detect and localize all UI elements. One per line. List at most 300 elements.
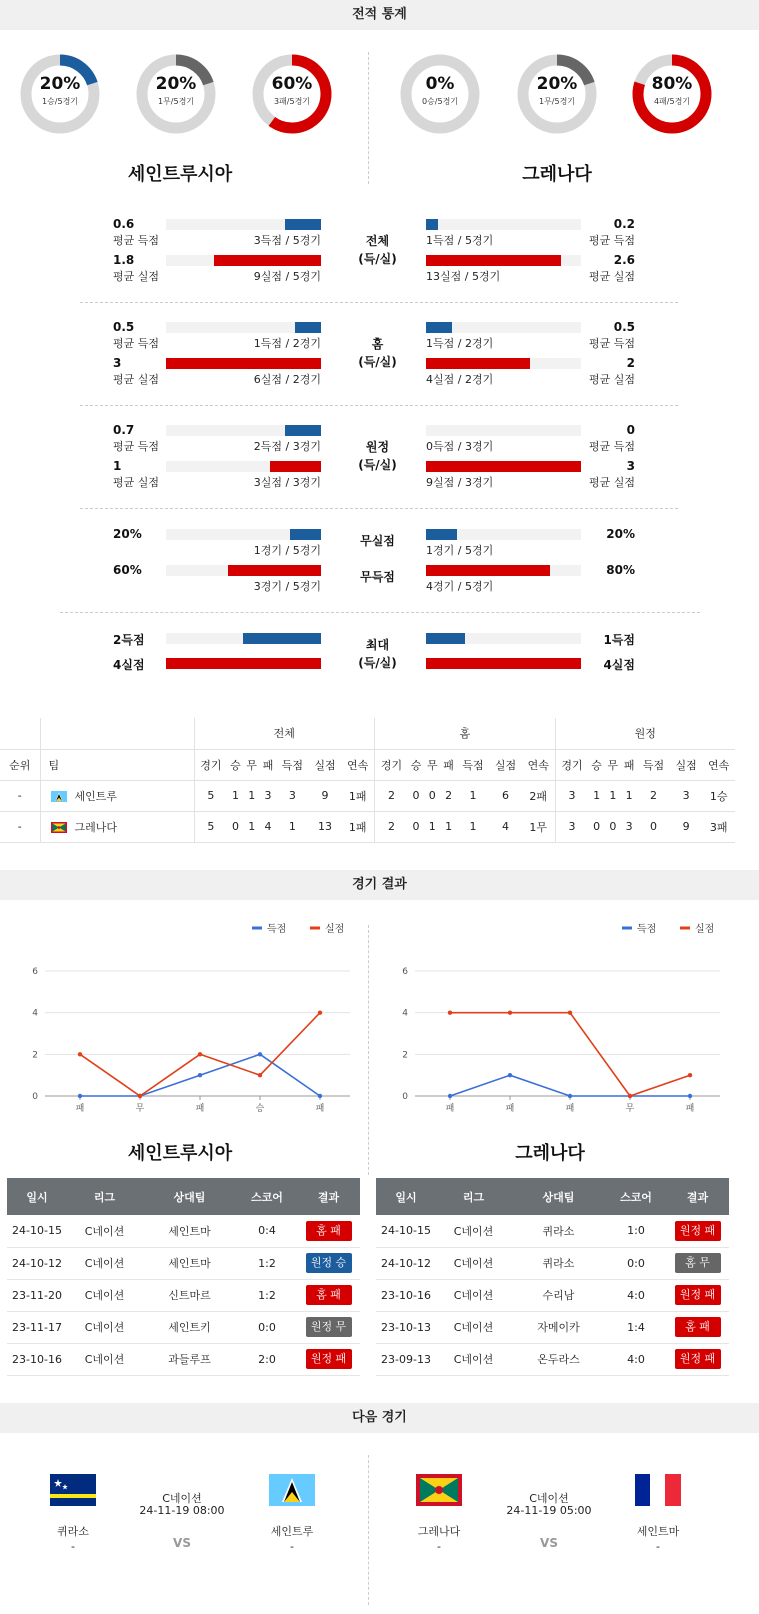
standings-col-header: 패 bbox=[260, 749, 276, 780]
standings-cell: 0 bbox=[588, 811, 604, 842]
opponent: 세인트마 bbox=[142, 1215, 237, 1247]
match-date: 23-10-13 bbox=[376, 1311, 436, 1343]
record-donut bbox=[250, 52, 334, 136]
x-tick-label: 무 bbox=[135, 1104, 145, 1114]
opponent: 신트마르 bbox=[142, 1279, 237, 1311]
score: 0:0 bbox=[606, 1247, 666, 1279]
right-team-name-results: 그레나다 bbox=[515, 1143, 585, 1164]
x-tick-label: 패 bbox=[315, 1104, 325, 1114]
stat-group-title: 전체 (득/실) bbox=[358, 234, 397, 266]
score: 0:4 bbox=[237, 1215, 297, 1247]
pct-stat-title: 무실점 bbox=[360, 534, 395, 548]
score: 1:0 bbox=[606, 1215, 666, 1247]
left-stat-caption: 3실점 / 3경기 bbox=[253, 476, 321, 489]
france-flag-icon bbox=[635, 1474, 681, 1506]
left-pct-value: 20% bbox=[113, 527, 142, 541]
results-col-header: 리그 bbox=[67, 1178, 142, 1215]
group-separator bbox=[60, 612, 700, 613]
right-stat-bar bbox=[426, 658, 581, 669]
standings-cell: 1 bbox=[244, 780, 260, 811]
right-max-value: 1득점 bbox=[603, 633, 635, 647]
next-datetime: 24-11-19 05:00 bbox=[506, 1504, 592, 1517]
standings-cell: 1 bbox=[457, 780, 490, 811]
result-badge: 원정 무 bbox=[306, 1317, 352, 1337]
match-league: C네이션 bbox=[436, 1311, 511, 1343]
legend-label: 실점 bbox=[325, 924, 345, 935]
left-stat-label: 평균 실점 bbox=[113, 373, 160, 386]
grenada-flag-icon bbox=[416, 1474, 462, 1506]
standings-cell: 2 bbox=[375, 811, 408, 842]
result-row[interactable] bbox=[376, 1215, 729, 1247]
match-date: 23-11-20 bbox=[7, 1279, 67, 1311]
bar-track bbox=[426, 219, 581, 230]
standings-cell: 2 bbox=[440, 780, 456, 811]
y-tick-label: 2 bbox=[32, 1050, 38, 1061]
result-row[interactable] bbox=[7, 1343, 360, 1375]
record-donut bbox=[515, 52, 599, 136]
result-badge: 원정 패 bbox=[306, 1349, 352, 1369]
donut-ring bbox=[250, 52, 334, 136]
result-badge: 홈 무 bbox=[675, 1253, 721, 1273]
right-stat-bar bbox=[426, 461, 581, 472]
stat-group-title: 최대 (득/실) bbox=[358, 638, 397, 670]
team-header: 팀 bbox=[40, 749, 194, 780]
result-row[interactable] bbox=[7, 1247, 360, 1279]
standings-row[interactable] bbox=[0, 811, 735, 842]
standings-table bbox=[0, 718, 735, 843]
left-stat-label: 평균 실점 bbox=[113, 476, 160, 489]
bar-track bbox=[426, 425, 581, 436]
match-date: 23-09-13 bbox=[376, 1343, 436, 1375]
result-badge: 원정 패 bbox=[675, 1285, 721, 1305]
record-donut bbox=[18, 52, 102, 136]
data-point bbox=[198, 1073, 202, 1077]
standings-col-header: 경기 bbox=[194, 749, 227, 780]
right-stat-bar bbox=[426, 255, 561, 266]
left-stat-value: 1.8 bbox=[113, 253, 135, 267]
result-badge: 원정 패 bbox=[675, 1349, 721, 1369]
curacao-flag-icon bbox=[50, 1474, 96, 1506]
vs-label: VS bbox=[173, 1536, 191, 1550]
left-stat-label: 평균 득점 bbox=[113, 234, 160, 247]
result-row[interactable] bbox=[7, 1311, 360, 1343]
left-max-value: 4실점 bbox=[113, 658, 145, 672]
right-stat-caption: 4실점 / 2경기 bbox=[426, 373, 494, 386]
standings-col-header: 무 bbox=[605, 749, 621, 780]
standings-cell: 4 bbox=[260, 811, 276, 842]
right-stat-bar bbox=[426, 565, 550, 576]
opponent: 세인트키 bbox=[142, 1311, 237, 1343]
standings-group-away: 원정 bbox=[555, 718, 735, 749]
right-pct-value: 20% bbox=[606, 527, 635, 541]
left-pct-caption: 1경기 / 5경기 bbox=[253, 544, 321, 557]
data-point bbox=[78, 1052, 82, 1056]
donut-percent: 0% bbox=[425, 74, 455, 94]
record-donut bbox=[398, 52, 482, 136]
donut-percent: 60% bbox=[271, 74, 313, 94]
x-tick-label: 무 bbox=[625, 1104, 635, 1114]
standings-cell: 0 bbox=[408, 780, 424, 811]
right-team-name: 그레나다 bbox=[522, 164, 592, 185]
standings-cell: 2패 bbox=[522, 780, 555, 811]
left-stat-value: 0.5 bbox=[113, 320, 135, 334]
right-stat-value: 0.2 bbox=[613, 217, 635, 231]
match-league: C네이션 bbox=[67, 1311, 142, 1343]
right-stat-bar bbox=[426, 322, 452, 333]
standings-cell: 1 bbox=[244, 811, 260, 842]
standings-cell: 1 bbox=[605, 780, 621, 811]
standings-col-header: 득점 bbox=[276, 749, 309, 780]
data-point bbox=[628, 1094, 632, 1098]
x-tick-label: 패 bbox=[75, 1104, 85, 1114]
right-stat-caption: 1득점 / 5경기 bbox=[426, 234, 494, 247]
left-stat-bar bbox=[228, 565, 321, 576]
standings-cell: 3 bbox=[276, 780, 309, 811]
grenada-flag-icon bbox=[51, 822, 67, 833]
rank-cell: - bbox=[0, 811, 40, 842]
next-match-card[interactable] bbox=[370, 1470, 740, 1600]
left-stat-bar bbox=[290, 529, 321, 540]
standings-cell: 1패 bbox=[341, 780, 374, 811]
result-badge: 홈 패 bbox=[306, 1221, 352, 1241]
data-point bbox=[318, 1011, 322, 1015]
results-col-header: 일시 bbox=[7, 1178, 67, 1215]
standings-cell: 1 bbox=[457, 811, 490, 842]
standings-cell: 2 bbox=[375, 780, 408, 811]
legend-label: 득점 bbox=[267, 924, 287, 935]
standings-col-header: 패 bbox=[440, 749, 456, 780]
result-row[interactable] bbox=[376, 1279, 729, 1311]
legend-label: 실점 bbox=[695, 924, 715, 935]
standings-cell: 0 bbox=[605, 811, 621, 842]
standings-cell: 9 bbox=[670, 811, 703, 842]
right-stat-value: 0.5 bbox=[613, 320, 635, 334]
donut-ring bbox=[398, 52, 482, 136]
match-date: 24-10-12 bbox=[7, 1247, 67, 1279]
left-stat-caption: 3득점 / 5경기 bbox=[253, 234, 321, 247]
standings-cell: 1 bbox=[588, 780, 604, 811]
group-separator bbox=[80, 302, 678, 303]
score: 1:2 bbox=[237, 1279, 297, 1311]
match-date: 23-10-16 bbox=[376, 1279, 436, 1311]
match-date: 24-10-15 bbox=[376, 1215, 436, 1247]
standings-col-header: 실점 bbox=[309, 749, 342, 780]
score: 0:0 bbox=[237, 1311, 297, 1343]
chart-legend bbox=[622, 922, 714, 935]
next-away-rank: - bbox=[656, 1540, 660, 1553]
left-results-table bbox=[7, 1178, 360, 1376]
y-tick-label: 0 bbox=[402, 1092, 408, 1102]
standings-group-home: 홈 bbox=[375, 718, 556, 749]
y-tick-label: 4 bbox=[402, 1008, 408, 1019]
opponent: 세인트마 bbox=[142, 1247, 237, 1279]
standings-cell: 4 bbox=[489, 811, 522, 842]
standings-cell: 0 bbox=[227, 811, 243, 842]
right-stat-bar bbox=[426, 529, 457, 540]
right-max-value: 4실점 bbox=[603, 658, 635, 672]
record-donut bbox=[630, 52, 714, 136]
standings-cell: 9 bbox=[309, 780, 342, 811]
standings-col-header: 무 bbox=[424, 749, 440, 780]
y-tick-label: 0 bbox=[32, 1092, 38, 1102]
standings-cell: 1 bbox=[276, 811, 309, 842]
standings-cell: 5 bbox=[194, 811, 227, 842]
next-section-header: 다음 경기 bbox=[0, 1403, 759, 1433]
legend-label: 득점 bbox=[637, 924, 657, 935]
left-stat-caption: 1득점 / 2경기 bbox=[253, 337, 321, 350]
rank-cell: - bbox=[0, 780, 40, 811]
standings-cell: 1 bbox=[424, 811, 440, 842]
pct-stat-title: 무득점 bbox=[360, 570, 395, 584]
standings-col-header: 경기 bbox=[375, 749, 408, 780]
match-league: C네이션 bbox=[436, 1343, 511, 1375]
right-pct-caption: 4경기 / 5경기 bbox=[426, 580, 494, 593]
right-stat-value: 2.6 bbox=[613, 253, 635, 267]
data-point bbox=[568, 1094, 572, 1098]
standings-col-header: 패 bbox=[621, 749, 637, 780]
standings-cell: 3 bbox=[555, 811, 588, 842]
left-stat-label: 평균 실점 bbox=[113, 270, 160, 283]
left-stat-caption: 9실점 / 5경기 bbox=[253, 270, 321, 283]
left-stat-bar bbox=[166, 358, 321, 369]
left-stat-value: 3 bbox=[113, 356, 122, 370]
left-pct-value: 60% bbox=[113, 563, 142, 577]
match-date: 23-11-17 bbox=[7, 1311, 67, 1343]
result-row[interactable] bbox=[376, 1343, 729, 1375]
standings-cell: 5 bbox=[194, 780, 227, 811]
result-badge: 원정 패 bbox=[675, 1221, 721, 1241]
standings-col-header: 득점 bbox=[457, 749, 490, 780]
standings-cell: 1 bbox=[440, 811, 456, 842]
match-date: 24-10-12 bbox=[376, 1247, 436, 1279]
standings-cell: 3 bbox=[260, 780, 276, 811]
standings-cell: 3 bbox=[621, 811, 637, 842]
right-stat-value: 3 bbox=[626, 459, 635, 473]
results-col-header: 상대팀 bbox=[511, 1178, 606, 1215]
divider bbox=[368, 52, 369, 184]
next-away-rank: - bbox=[290, 1540, 294, 1553]
standings-cell: 0 bbox=[424, 780, 440, 811]
left-stat-bar bbox=[270, 461, 321, 472]
left-stat-value: 0.6 bbox=[113, 217, 135, 231]
standings-cell: 3 bbox=[670, 780, 703, 811]
left-team-name-results: 세인트루시아 bbox=[127, 1143, 233, 1164]
score: 4:0 bbox=[606, 1343, 666, 1375]
next-home-team: 퀴라소 bbox=[57, 1525, 89, 1538]
left-max-value: 2득점 bbox=[113, 633, 145, 647]
data-point bbox=[508, 1011, 512, 1015]
next-home-team: 그레나다 bbox=[417, 1525, 461, 1538]
y-tick-label: 4 bbox=[32, 1008, 38, 1019]
data-point bbox=[258, 1073, 262, 1077]
standings-cell: 0 bbox=[637, 811, 670, 842]
match-league: C네이션 bbox=[67, 1343, 142, 1375]
chart-legend bbox=[252, 922, 344, 935]
donut-percent: 20% bbox=[536, 74, 578, 94]
saint-lucia-flag-icon bbox=[51, 791, 67, 802]
result-row[interactable] bbox=[376, 1247, 729, 1279]
standings-cell: 2 bbox=[637, 780, 670, 811]
team-name-cell: 세인트루 bbox=[74, 789, 118, 803]
results-col-header: 일시 bbox=[376, 1178, 436, 1215]
next-home-rank: - bbox=[437, 1540, 441, 1553]
left-team-name: 세인트루시아 bbox=[127, 164, 233, 185]
results-col-header: 스코어 bbox=[237, 1178, 297, 1215]
standings-cell: 1패 bbox=[341, 811, 374, 842]
right-stat-caption: 0득점 / 3경기 bbox=[426, 440, 494, 453]
opponent: 퀴라소 bbox=[511, 1215, 606, 1247]
donut-caption: 4패/5경기 bbox=[653, 97, 691, 106]
match-league: C네이션 bbox=[436, 1279, 511, 1311]
donut-caption: 3패/5경기 bbox=[273, 97, 311, 106]
standings-col-header: 연속 bbox=[522, 749, 555, 780]
donut-percent: 80% bbox=[651, 74, 693, 94]
data-point bbox=[138, 1094, 142, 1098]
y-tick-label: 2 bbox=[402, 1050, 408, 1061]
standings-cell: 3 bbox=[555, 780, 588, 811]
donut-ring bbox=[630, 52, 714, 136]
next-league: C네이션 bbox=[162, 1492, 202, 1505]
left-stat-bar bbox=[285, 219, 321, 230]
right-stat-label: 평균 실점 bbox=[588, 373, 635, 386]
left-stat-bar bbox=[214, 255, 321, 266]
opponent: 과들루프 bbox=[142, 1343, 237, 1375]
standings-col-header: 승 bbox=[408, 749, 424, 780]
group-separator bbox=[80, 508, 678, 509]
opponent: 퀴라소 bbox=[511, 1247, 606, 1279]
next-league: C네이션 bbox=[529, 1492, 569, 1505]
next-datetime: 24-11-19 08:00 bbox=[139, 1504, 225, 1517]
opponent: 수리남 bbox=[511, 1279, 606, 1311]
rank-header: 순위 bbox=[0, 749, 40, 780]
next-away-team: 세인트마 bbox=[636, 1525, 680, 1538]
results-col-header: 스코어 bbox=[606, 1178, 666, 1215]
match-date: 23-10-16 bbox=[7, 1343, 67, 1375]
standings-cell: 13 bbox=[309, 811, 342, 842]
left-stat-label: 평균 득점 bbox=[113, 337, 160, 350]
result-row[interactable] bbox=[7, 1279, 360, 1311]
standings-col-header: 실점 bbox=[489, 749, 522, 780]
right-stat-value: 2 bbox=[626, 356, 635, 370]
results-col-header: 결과 bbox=[666, 1178, 729, 1215]
x-tick-label: 승 bbox=[255, 1104, 265, 1114]
next-away-team: 세인트루 bbox=[270, 1525, 314, 1538]
donut-caption: 1무/5경기 bbox=[538, 97, 576, 106]
donut-percent: 20% bbox=[155, 74, 197, 94]
left-stat-caption: 6실점 / 2경기 bbox=[253, 373, 321, 386]
left-stat-bar bbox=[295, 322, 321, 333]
stat-group-title: 홈 (득/실) bbox=[358, 337, 397, 369]
right-stat-bar bbox=[426, 633, 465, 644]
right-results-table bbox=[376, 1178, 729, 1376]
x-tick-label: 패 bbox=[565, 1104, 575, 1114]
left-stat-value: 1 bbox=[113, 459, 122, 473]
stat-group-title: 원정 (득/실) bbox=[358, 440, 397, 472]
standings-col-header: 경기 bbox=[555, 749, 588, 780]
score: 4:0 bbox=[606, 1279, 666, 1311]
data-point bbox=[258, 1052, 262, 1056]
left-stat-value: 0.7 bbox=[113, 423, 135, 437]
donut-caption: 0승/5경기 bbox=[421, 97, 459, 106]
x-tick-label: 패 bbox=[195, 1104, 205, 1114]
right-stat-label: 평균 실점 bbox=[588, 270, 635, 283]
standings-cell: 1승 bbox=[702, 780, 735, 811]
match-league: C네이션 bbox=[67, 1247, 142, 1279]
standings-row[interactable] bbox=[0, 780, 735, 811]
y-tick-label: 6 bbox=[32, 967, 38, 977]
right-stat-label: 평균 득점 bbox=[588, 440, 635, 453]
data-point bbox=[318, 1094, 322, 1098]
left-stat-caption: 2득점 / 3경기 bbox=[253, 440, 321, 453]
divider bbox=[368, 925, 369, 1175]
standings-col-header: 득점 bbox=[637, 749, 670, 780]
standings-col-header: 연속 bbox=[702, 749, 735, 780]
data-point bbox=[198, 1052, 202, 1056]
x-tick-label: 패 bbox=[505, 1104, 515, 1114]
stats-section-header: 전적 통계 bbox=[0, 0, 759, 30]
left-stat-bar bbox=[166, 658, 321, 669]
opponent: 자메이카 bbox=[511, 1311, 606, 1343]
result-badge: 원정 승 bbox=[306, 1253, 352, 1273]
saint-lucia-flag-icon bbox=[269, 1474, 315, 1506]
right-stat-label: 평균 실점 bbox=[588, 476, 635, 489]
score: 1:2 bbox=[237, 1247, 297, 1279]
match-date: 24-10-15 bbox=[7, 1215, 67, 1247]
donut-caption: 1승/5경기 bbox=[41, 97, 79, 106]
data-point bbox=[78, 1094, 82, 1098]
standings-col-header: 연속 bbox=[341, 749, 374, 780]
result-row[interactable] bbox=[376, 1311, 729, 1343]
data-point bbox=[508, 1073, 512, 1077]
left-pct-caption: 3경기 / 5경기 bbox=[253, 580, 321, 593]
donut-ring bbox=[18, 52, 102, 136]
next-home-rank: - bbox=[71, 1540, 75, 1553]
left-stat-bar bbox=[285, 425, 321, 436]
result-row[interactable] bbox=[7, 1215, 360, 1247]
donut-caption: 1무/5경기 bbox=[157, 97, 195, 106]
data-point bbox=[688, 1073, 692, 1077]
standings-col-header: 승 bbox=[227, 749, 243, 780]
left-stat-bar bbox=[243, 633, 321, 644]
standings-cell: 1 bbox=[621, 780, 637, 811]
standings-cell: 3패 bbox=[702, 811, 735, 842]
donut-percent: 20% bbox=[39, 74, 81, 94]
donut-ring bbox=[515, 52, 599, 136]
right-stat-label: 평균 득점 bbox=[588, 234, 635, 247]
result-badge: 홈 패 bbox=[675, 1317, 721, 1337]
match-league: C네이션 bbox=[436, 1247, 511, 1279]
right-stat-caption: 1득점 / 2경기 bbox=[426, 337, 494, 350]
x-tick-label: 패 bbox=[445, 1104, 455, 1114]
right-stat-caption: 9실점 / 3경기 bbox=[426, 476, 494, 489]
data-point bbox=[688, 1094, 692, 1098]
right-pct-value: 80% bbox=[606, 563, 635, 577]
standings-group-total: 전체 bbox=[194, 718, 375, 749]
results-section-header: 경기 결과 bbox=[0, 870, 759, 900]
standings-cell: 6 bbox=[489, 780, 522, 811]
donut-ring bbox=[134, 52, 218, 136]
left-stat-label: 평균 득점 bbox=[113, 440, 160, 453]
score: 1:4 bbox=[606, 1311, 666, 1343]
right-stat-label: 평균 득점 bbox=[588, 337, 635, 350]
standings-col-header: 승 bbox=[588, 749, 604, 780]
y-tick-label: 6 bbox=[402, 967, 408, 977]
right-stat-caption: 13실점 / 5경기 bbox=[426, 270, 501, 283]
next-match-card[interactable] bbox=[0, 1470, 370, 1600]
record-donut bbox=[134, 52, 218, 136]
standings-cell: 0 bbox=[408, 811, 424, 842]
group-separator bbox=[80, 405, 678, 406]
